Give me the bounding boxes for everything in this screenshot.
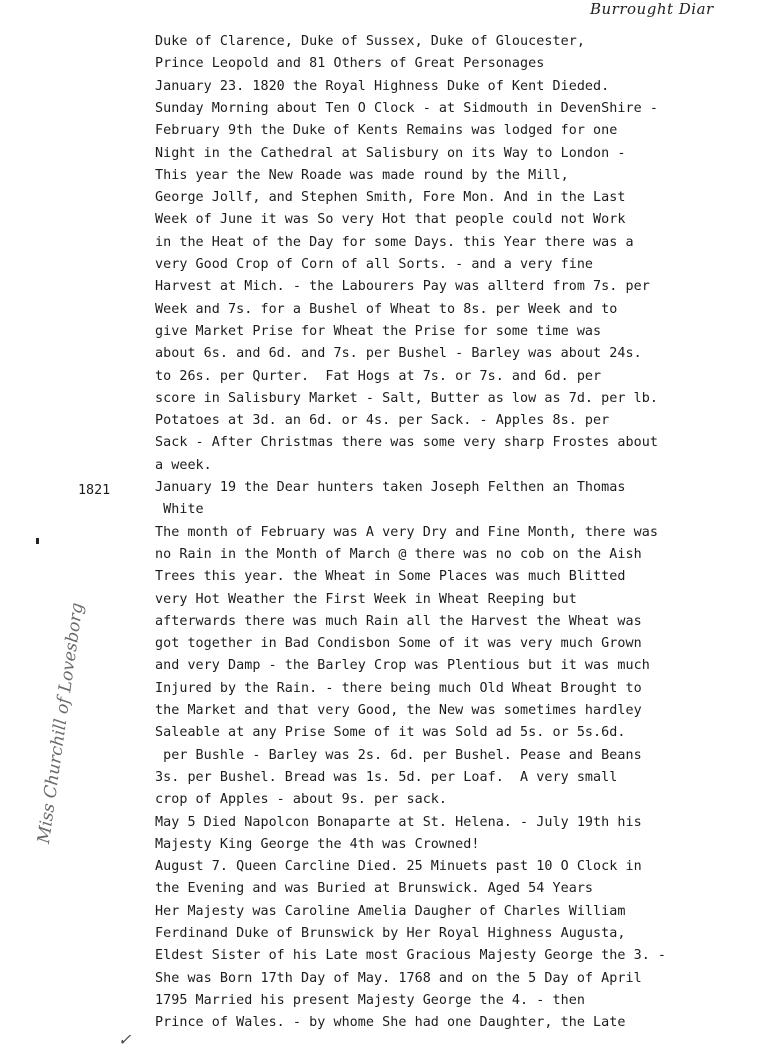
text-line: Prince of Wales. - by whome She had one Daughter, the Late	[155, 1015, 626, 1031]
text-line: August 7. Queen Carcline Died. 25 Minuets past 10 O Clock in	[155, 859, 642, 875]
text-line: White	[155, 502, 204, 518]
margin-vertical-handwriting: Miss Churchill of Lovesborg	[34, 601, 88, 845]
text-line: per Bushle - Barley was 2s. 6d. per Bushel. Pease and Beans	[155, 747, 642, 763]
text-line: Potatoes at 3d. an 6d. or 4s. per Sack. - Apples 8s. per	[155, 413, 610, 429]
text-line: Harvest at Mich. - the Labourers Pay was allterd from 7s. per	[155, 279, 650, 295]
text-line: January 19 the Dear hunters taken Joseph Felthen an Thomas	[155, 480, 626, 495]
text-line: score in Salisbury Market - Salt, Butter as low as 7d. per lb.	[155, 390, 658, 406]
text-line: no Rain in the Month of March @ there was no cob on the Aish	[155, 546, 642, 562]
text-line: This year the New Roade was made round by the Mill,	[155, 167, 569, 183]
text-line: Majesty King George the 4th was Crowned!	[155, 836, 480, 852]
text-line: Week of June it was So very Hot that people could not Work	[155, 212, 626, 228]
text-line: afterwards there was much Rain all the Harvest the Wheat was	[155, 613, 642, 629]
text-line: May 5 Died Napolcon Bonaparte at St. Helena. - July 19th his	[155, 814, 642, 830]
margin-mark	[36, 538, 39, 544]
text-line: to 26s. per Qurter. Fat Hogs at 7s. or 7s. and 6d. per	[155, 368, 602, 384]
text-line: and very Damp - the Barley Crop was Plentious but it was much	[155, 658, 650, 674]
text-line: in the Heat of the Day for some Days. this Year there was a	[155, 234, 634, 250]
text-line: got together in Bad Condisbon Some of it was very much Grown	[155, 636, 642, 652]
text-line: 3s. per Bushel. Bread was 1s. 5d. per Loaf. A very small	[155, 769, 618, 785]
text-line: a week.	[155, 457, 212, 473]
text-line: Sunday Morning about Ten O Clock - at Sidmouth in DevenShire -	[155, 100, 658, 116]
text-line: Injured by the Rain. - there being much Old Wheat Brought to	[155, 680, 642, 696]
text-line: very Good Crop of Corn of all Sorts. - and a very fine	[155, 257, 594, 272]
text-line: February 9th the Duke of Kents Remains was lodged for one	[155, 123, 618, 139]
header-handwritten-note: Burrought Diar	[590, 0, 714, 18]
text-line: Eldest Sister of his Late most Gracious Majesty George the 3. -	[155, 948, 667, 964]
text-line: Night in the Cathedral at Salisbury on its Way to London -	[155, 145, 626, 161]
margin-scribble: ✓	[118, 1030, 132, 1049]
margin-year-1821: 1821	[78, 483, 111, 498]
text-line: Saleable at any Prise Some of it was Sold ad 5s. or 5s.6d.	[155, 725, 626, 741]
text-line: Week and 7s. for a Bushel of Wheat to 8s. per Week and to	[155, 301, 618, 317]
text-line: Trees this year. the Wheat in Some Places was much Blitted	[155, 569, 626, 585]
text-line: the Evening and was Buried at Brunswick. Aged 54 Years	[155, 881, 594, 897]
text-line: Her Majesty was Caroline Amelia Daugher of Charles William	[155, 903, 626, 919]
text-line: give Market Prise for Wheat the Prise for some time was	[155, 323, 602, 339]
text-line: Ferdinand Duke of Brunswick by Her Royal Highness Augusta,	[155, 926, 626, 941]
text-line: The month of February was A very Dry and Fine Month, there was	[155, 524, 658, 540]
text-line: very Hot Weather the First Week in Wheat Reeping but	[155, 591, 577, 607]
text-line: January 23. 1820 the Royal Highness Duke of Kent Dieded.	[155, 78, 610, 94]
text-line: 1795 Married his present Majesty George the 4. - then	[155, 992, 585, 1008]
text-line: crop of Apples - about 9s. per sack.	[155, 792, 448, 808]
text-line: Sack - After Christmas there was some very sharp Frostes about	[155, 435, 658, 451]
text-line: Duke of Clarence, Duke of Sussex, Duke of Gloucester,	[155, 34, 585, 49]
text-line: George Jollf, and Stephen Smith, Fore Mon. And in the Last	[155, 190, 626, 206]
text-line: She was Born 17th Day of May. 1768 and on the 5 Day of April	[155, 970, 642, 986]
text-line: the Market and that very Good, the New was sometimes hardley	[155, 703, 642, 718]
text-line: about 6s. and 6d. and 7s. per Bushel - Barley was about 24s.	[155, 346, 642, 362]
text-line: Prince Leopold and 81 Others of Great Personages	[155, 56, 545, 72]
